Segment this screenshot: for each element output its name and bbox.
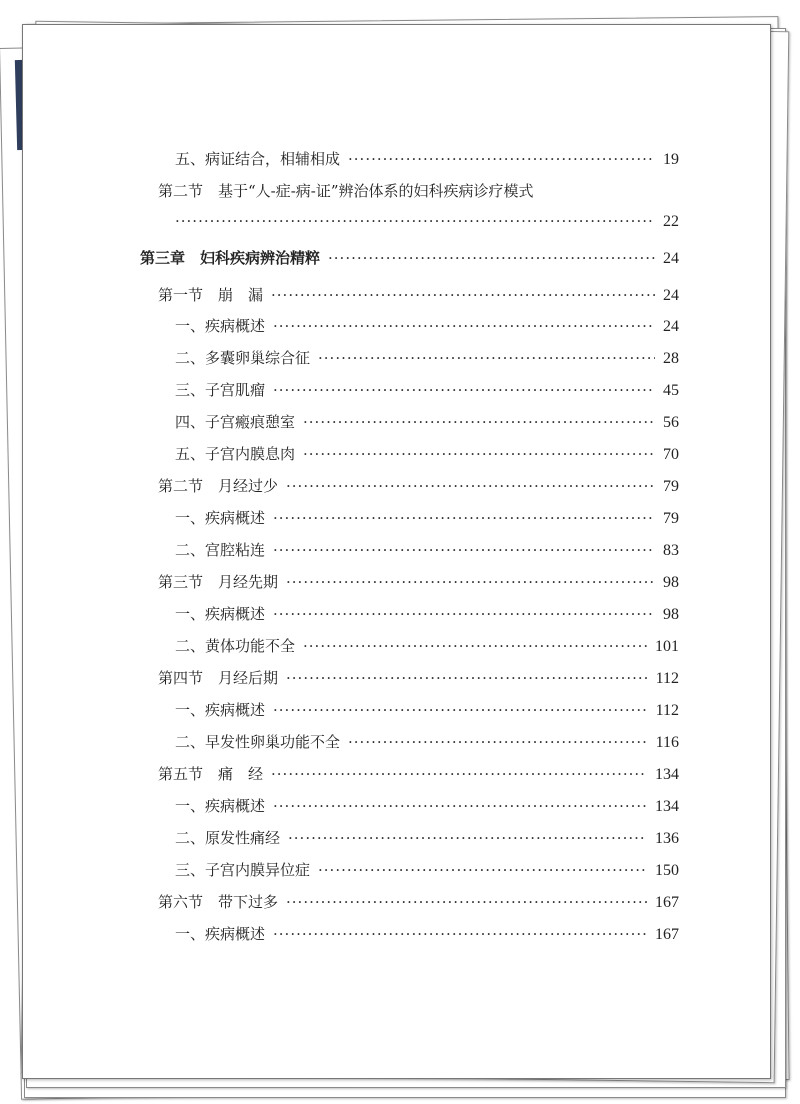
leader-dots bbox=[273, 605, 655, 623]
toc-entry-title: 一、疾病概述 bbox=[175, 317, 266, 335]
leader-dots bbox=[273, 797, 647, 815]
toc-entry-item[interactable] bbox=[175, 795, 679, 817]
toc-entry-title: 一、疾病概述 bbox=[175, 797, 266, 815]
toc-entry-title: 二、原发性痛经 bbox=[175, 829, 281, 847]
leader-dots bbox=[271, 286, 655, 304]
leader-dots bbox=[286, 893, 647, 911]
leader-dots bbox=[318, 861, 647, 879]
leader-dots bbox=[175, 212, 655, 230]
toc-entry-item[interactable] bbox=[175, 731, 679, 753]
toc-entry-chapter[interactable] bbox=[140, 247, 679, 269]
leader-dots bbox=[286, 573, 655, 591]
toc-page-number: 19 bbox=[663, 151, 679, 168]
toc-page-number: 116 bbox=[655, 734, 679, 751]
toc-entry-item[interactable] bbox=[175, 603, 679, 625]
toc-entry-item[interactable] bbox=[175, 379, 679, 401]
toc-entry-title: 五、子宫内膜息肉 bbox=[175, 445, 296, 463]
leader-dots bbox=[328, 249, 655, 267]
toc-entry-title: 第三章 妇科疾病辨治精粹 bbox=[140, 249, 321, 267]
toc-entry-item[interactable] bbox=[175, 347, 679, 369]
toc-page-number: 136 bbox=[655, 830, 679, 847]
toc-entry-title: 二、黄体功能不全 bbox=[175, 637, 296, 655]
toc-page-number: 112 bbox=[655, 702, 679, 719]
toc-entry-title: 二、多囊卵巢综合征 bbox=[175, 349, 311, 367]
leader-dots bbox=[286, 477, 655, 495]
toc-entry-title: 第三节 月经先期 bbox=[158, 573, 279, 591]
toc-page-number: 45 bbox=[663, 382, 679, 399]
toc-entry-item[interactable] bbox=[175, 148, 679, 170]
toc-entry-section[interactable] bbox=[158, 180, 679, 202]
toc-page-number: 24 bbox=[663, 287, 679, 304]
toc-entry-title: 三、子宫肌瘤 bbox=[175, 381, 266, 399]
leader-dots bbox=[348, 733, 648, 751]
toc-entry-title: 三、子宫内膜异位症 bbox=[175, 861, 311, 879]
toc-entry-item[interactable] bbox=[175, 539, 679, 561]
toc-entry-item[interactable] bbox=[175, 827, 679, 849]
toc-entry-cont[interactable] bbox=[175, 212, 679, 234]
toc-page-number: 101 bbox=[655, 638, 679, 655]
leader-dots bbox=[318, 349, 655, 367]
toc-entry-title: 二、早发性卵巢功能不全 bbox=[175, 733, 341, 751]
toc-entry-title: 一、疾病概述 bbox=[175, 925, 266, 943]
leader-dots bbox=[273, 701, 648, 719]
leader-dots bbox=[303, 445, 655, 463]
toc-entry-title: 第六节 带下过多 bbox=[158, 893, 279, 911]
toc-page-number: 167 bbox=[655, 926, 679, 943]
toc-entry-item[interactable] bbox=[175, 315, 679, 337]
toc-entry-title: 一、疾病概述 bbox=[175, 509, 266, 527]
toc-entry-title: 一、疾病概述 bbox=[175, 701, 266, 719]
toc-page-number: 134 bbox=[655, 798, 679, 815]
toc-page-number: 150 bbox=[655, 862, 679, 879]
toc-page-number: 98 bbox=[663, 606, 679, 623]
toc-page-number: 24 bbox=[663, 318, 679, 335]
leader-dots bbox=[273, 541, 655, 559]
toc-page-number: 167 bbox=[655, 894, 679, 911]
toc-entry-item[interactable] bbox=[175, 411, 679, 433]
leader-dots bbox=[286, 669, 648, 687]
toc-entry-title: 第五节 痛 经 bbox=[158, 765, 264, 783]
leader-dots bbox=[273, 317, 655, 335]
leader-dots bbox=[273, 509, 655, 527]
leader-dots bbox=[348, 150, 655, 168]
toc-page-number: 112 bbox=[655, 670, 679, 687]
toc-page-number: 98 bbox=[663, 574, 679, 591]
leader-dots bbox=[288, 829, 647, 847]
leader-dots bbox=[303, 637, 647, 655]
toc-entry-title: 四、子宫瘢痕憩室 bbox=[175, 413, 296, 431]
toc-page-number: 79 bbox=[663, 510, 679, 527]
toc-page-number: 22 bbox=[663, 213, 679, 230]
toc-entry-title: 第二节 基于“人-症-病-证”辨治体系的妇科疾病诊疗模式 bbox=[158, 182, 534, 200]
leader-dots bbox=[271, 765, 647, 783]
toc-page-number: 70 bbox=[663, 446, 679, 463]
toc-entry-title: 五、病证结合，相辅相成 bbox=[175, 150, 341, 168]
toc-page-number: 24 bbox=[663, 250, 679, 267]
toc-entry-item[interactable] bbox=[175, 635, 679, 657]
toc-entry-item[interactable] bbox=[175, 923, 679, 945]
toc-entry-section[interactable] bbox=[158, 763, 679, 785]
toc-entry-section[interactable] bbox=[158, 891, 679, 913]
toc-entry-item[interactable] bbox=[175, 507, 679, 529]
leader-dots bbox=[273, 925, 647, 943]
leader-dots bbox=[303, 413, 655, 431]
toc-entry-title: 一、疾病概述 bbox=[175, 605, 266, 623]
toc-page-number: 83 bbox=[663, 542, 679, 559]
toc-entry-title: 第四节 月经后期 bbox=[158, 669, 279, 687]
toc-entry-item[interactable] bbox=[175, 859, 679, 881]
toc-page-number: 79 bbox=[663, 478, 679, 495]
toc-entry-section[interactable] bbox=[158, 475, 679, 497]
toc-entry-item[interactable] bbox=[175, 443, 679, 465]
toc-entry-item[interactable] bbox=[175, 699, 679, 721]
toc-page-number: 28 bbox=[663, 350, 679, 367]
leader-dots bbox=[273, 381, 655, 399]
toc-entry-title: 第二节 月经过少 bbox=[158, 477, 279, 495]
toc-entry-title: 二、宫腔粘连 bbox=[175, 541, 266, 559]
toc-entry-title: 第一节 崩 漏 bbox=[158, 286, 264, 304]
toc-page-number: 56 bbox=[663, 414, 679, 431]
toc-entry-section[interactable] bbox=[158, 571, 679, 593]
toc-entry-section[interactable] bbox=[158, 284, 679, 306]
toc-entry-section[interactable] bbox=[158, 667, 679, 689]
toc-page-number: 134 bbox=[655, 766, 679, 783]
